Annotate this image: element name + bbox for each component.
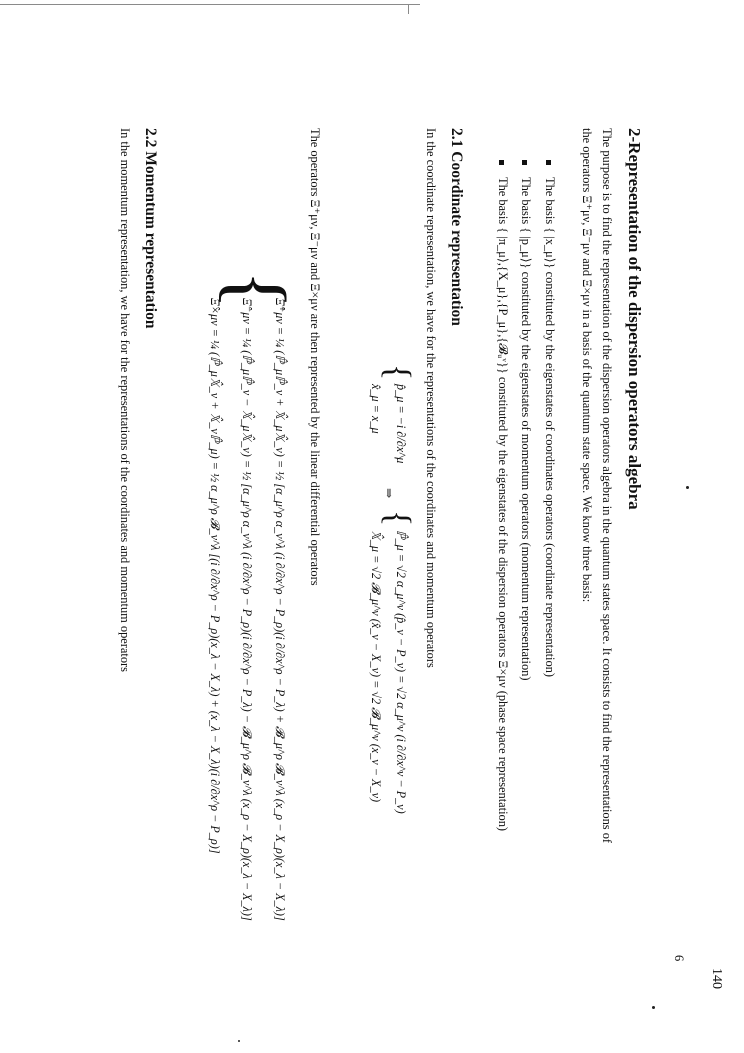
page-number: 140 — [709, 968, 724, 989]
intro-line: the operators Ξ⁺μν, Ξ⁻μν and Ξ×μν in a basis of the quantum state space. We know three basis: — [580, 128, 594, 603]
intro-line: The purpose is to find the representation of the dispersion operators algebra in the quantum states space. It consists to find the representations of — [600, 128, 614, 844]
paragraph: The operators Ξ⁺μν, Ξ⁻μν and Ξ×μν are then represented by the linear differential operators — [308, 128, 322, 586]
equation: x̂_μ = x_μ — [369, 384, 383, 434]
bullet-item: The basis { |π_μ⟩,{X_μ},{P_μ},{𝓑ᵤᵛ}} constituted by the eigenstates of the dispersion operators Ξ×μν (phase space representation) — [496, 177, 510, 832]
equation: p̂_μ = −i ∂/∂x^μ — [394, 384, 408, 464]
bullet-marker — [546, 160, 551, 165]
equation-brace: { — [378, 364, 417, 381]
implies-symbol: ⇒ — [382, 488, 396, 499]
equation: 𝕏̂_μ = √2 𝓑_μ^ν (x̂_ν − X_ν) = √2 𝓑_μ^ν (x_ν − X_ν) — [369, 530, 383, 803]
bullet-marker — [522, 160, 527, 165]
equation-xi-plus: Ξ̂⁺μν = ¼ (ℙ̂_μℙ̂_ν + 𝕏̂_μ𝕏̂_ν) = ½ [α_μ^ρ α_ν^λ (i ∂/∂x^ρ − P_ρ)(i ∂/∂x^ρ − P_λ) + 𝓑_μ^ρ 𝓑_ν^λ (x_ρ − X_ρ)(x_λ − X_λ)] — [273, 298, 287, 921]
equation-xi-cross: Ξ̂×μν = ¼ (ℙ̂_μ𝕏̂_ν + 𝕏̂_νℙ̂_μ) = ½ α_μ^ρ 𝓑_ν^λ [(i ∂/∂x^ρ − P_ρ)(x_λ − X_λ) + (x_λ − X_λ)(i ∂/∂x^ρ − P_ρ)] — [208, 298, 222, 854]
subsection-title: 2.1 Coordinate representation — [448, 128, 465, 326]
equation-xi-minus: Ξ̂⁻μν = ¼ (ℙ̂_μℙ̂_ν − 𝕏̂_μ𝕏̂_ν) = ½ [α_μ^ρ α_ν^λ (i ∂/∂x^ρ − P_ρ)(i ∂/∂x^ρ − P_λ) − 𝓑_μ^ρ 𝓑_ν^λ (x_ρ − X_ρ)(x_λ − X_λ)] — [240, 298, 254, 921]
corner-mark: 6 — [672, 955, 686, 962]
bullet-item: The basis { |x_μ⟩} constituted by the eigenstates of coordinates operators (coordinate representation) — [543, 177, 557, 677]
bullet-item: The basis { |p_μ⟩} constituted by the eigenstates of momentum operators (momentum representation) — [519, 177, 533, 681]
bullet-marker — [499, 160, 504, 165]
equation-brace: { — [378, 510, 417, 527]
subsection-title: 2.2 Momentum representation — [142, 128, 159, 329]
paragraph: In the momentum representation, we have for the representations of the coordinates and momentum operators — [118, 128, 132, 672]
section-title: 2-Representation of the dispersion operators algebra — [625, 128, 644, 510]
paragraph: In the coordinate representation, we have for the representations of the coordinates and momentum operators — [424, 128, 438, 668]
equation: ℙ̂_μ = √2 α_μ^ν (p̂_ν − P_ν) = √2 α_μ^ν (i ∂/∂x^ν − P_ν) — [394, 530, 408, 814]
equation-brace: { — [212, 270, 303, 310]
